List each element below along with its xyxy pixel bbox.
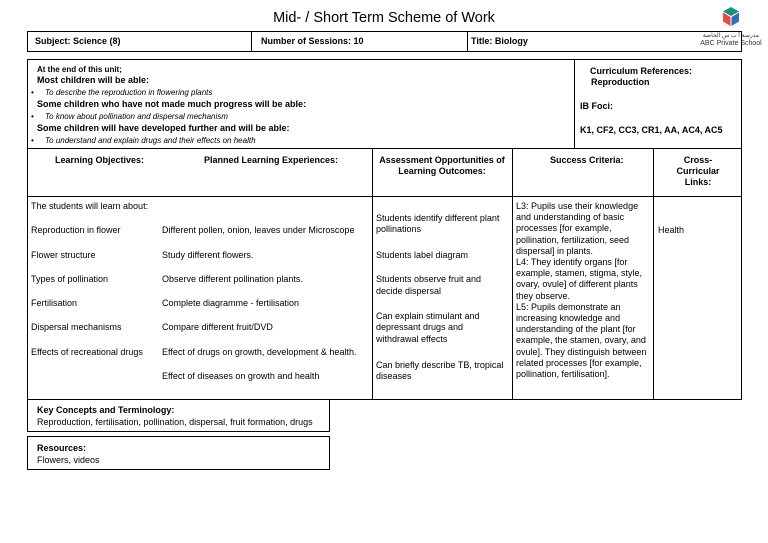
curriculum-value: Reproduction [591,77,650,87]
assessment-line: pollinations [376,224,422,234]
experience-item: Complete diagramme - fertilisation [162,298,300,308]
assessment-line: depressant drugs and [376,322,464,332]
cross-header-line1: Cross- [683,155,713,165]
logo-arabic-text: مدرسة أ ب س الخاصة [702,33,760,39]
success-line: L5: Pupils demonstrate an [516,301,621,312]
success-line: example, the stamen, ovary, and [516,335,646,346]
success-header: Success Criteria: [550,155,624,165]
bullet-icon: • [31,136,34,145]
objective-item: Reproduction in flower [31,225,121,235]
experiences-header: Planned Learning Experiences: [204,155,339,165]
assessment-line: diseases [376,371,412,381]
some-more-heading: Some children will have developed further and will be able: [37,123,290,133]
page-title: Mid- / Short Term Scheme of Work [273,10,495,26]
resources-text: Flowers, videos [37,455,100,465]
assessment-line: Students identify different plant [376,213,500,223]
success-line: pollination, fertilisation]. [516,369,610,380]
experience-item: Effect of drugs on growth, development & health. [162,347,357,357]
some-less-text: To know about pollination and dispersal mechanism [45,112,228,121]
success-line: dispersal] in plants. [516,245,594,256]
objectives-intro: The students will learn about: [31,201,149,211]
success-line: ovary, ovule] of different plants [516,279,638,290]
subject-label: Subject: Science (8) [35,36,121,46]
success-line: pollination, fertilization, seed [516,234,630,245]
most-children-text: To describe the reproduction in flowering plants [45,88,213,97]
experience-item: Effect of diseases on growth and health [162,371,320,381]
assessment-line: Can explain stimulant and [376,311,480,321]
cross-curricular-link: Health [658,225,685,235]
most-children-item [31,88,212,98]
some-more-item [31,136,256,146]
success-line: example, stamen, stigma, style, [516,268,643,279]
objective-item: Flower structure [31,250,96,260]
success-line: related processes [for example, [516,357,642,368]
experience-item: Different pollen, onion, leaves under Microscope [162,225,355,235]
assessment-line: decide dispersal [376,286,442,296]
experience-item: Compare different fruit/DVD [162,322,273,332]
cross-header-line3: Links: [684,177,712,188]
unit-title-label: Title: Biology [471,36,528,46]
sessions-label: Number of Sessions: 10 [261,36,364,46]
logo-english-text: ABC Private School [700,40,762,47]
bullet-icon: • [31,88,34,97]
some-more-text: To understand and explain drugs and their effects on health [45,136,256,145]
curriculum-heading: Curriculum References: [590,66,693,76]
objective-item: Dispersal mechanisms [31,322,122,332]
some-less-heading: Some children who have not made much progress will be able: [37,99,307,109]
assessment-header-line1: Assessment Opportunities of [379,155,505,165]
objectives-header: Learning Objectives: [55,155,145,165]
assessment-line: Can briefly describe TB, tropical [376,360,504,370]
some-less-item [31,112,228,122]
aims-intro: At the end of this unit; [37,65,122,74]
success-line: ovule]. They distinguish between [516,346,647,357]
most-children-heading: Most children will be able: [37,75,150,85]
assessment-header-line2: Learning Outcomes: [398,166,486,177]
objective-item: Types of pollination [31,274,109,284]
success-line: and understanding of basic [516,212,625,223]
objective-item: Effects of recreational drugs [31,347,143,357]
bullet-icon: • [31,112,34,121]
success-line: L3: Pupils use their knowledge [516,201,639,211]
assessment-line: Students observe fruit and [376,274,482,284]
success-line: they observe. [516,290,571,301]
experience-item: Observe different pollination plants. [162,274,303,284]
assessment-line: withdrawal effects [376,334,448,344]
ib-foci-heading: IB Foci: [580,101,613,111]
key-concepts-heading: Key Concepts and Terminology: [37,405,175,415]
ib-foci-value: K1, CF2, CC3, CR1, AA, AC4, AC5 [580,125,723,135]
cross-curricular-header [654,155,742,189]
success-line: understanding of the plant [for [516,324,636,335]
cross-header-line2: Curricular [676,166,720,177]
key-concepts-text: Reproduction, fertilisation, pollination, dispersal, fruit formation, drugs [37,417,313,427]
objective-item: Fertilisation [31,298,78,308]
success-criteria [516,201,653,380]
resources-heading: Resources: [37,443,87,453]
success-line: increasing knowledge and [516,313,621,324]
assessment-line: Students label diagram [376,250,469,260]
success-line: processes [for example, [516,223,612,234]
assessment-header [372,155,512,177]
experience-item: Study different flowers. [162,250,254,260]
success-line: L4: They identify organs [for [516,257,628,268]
